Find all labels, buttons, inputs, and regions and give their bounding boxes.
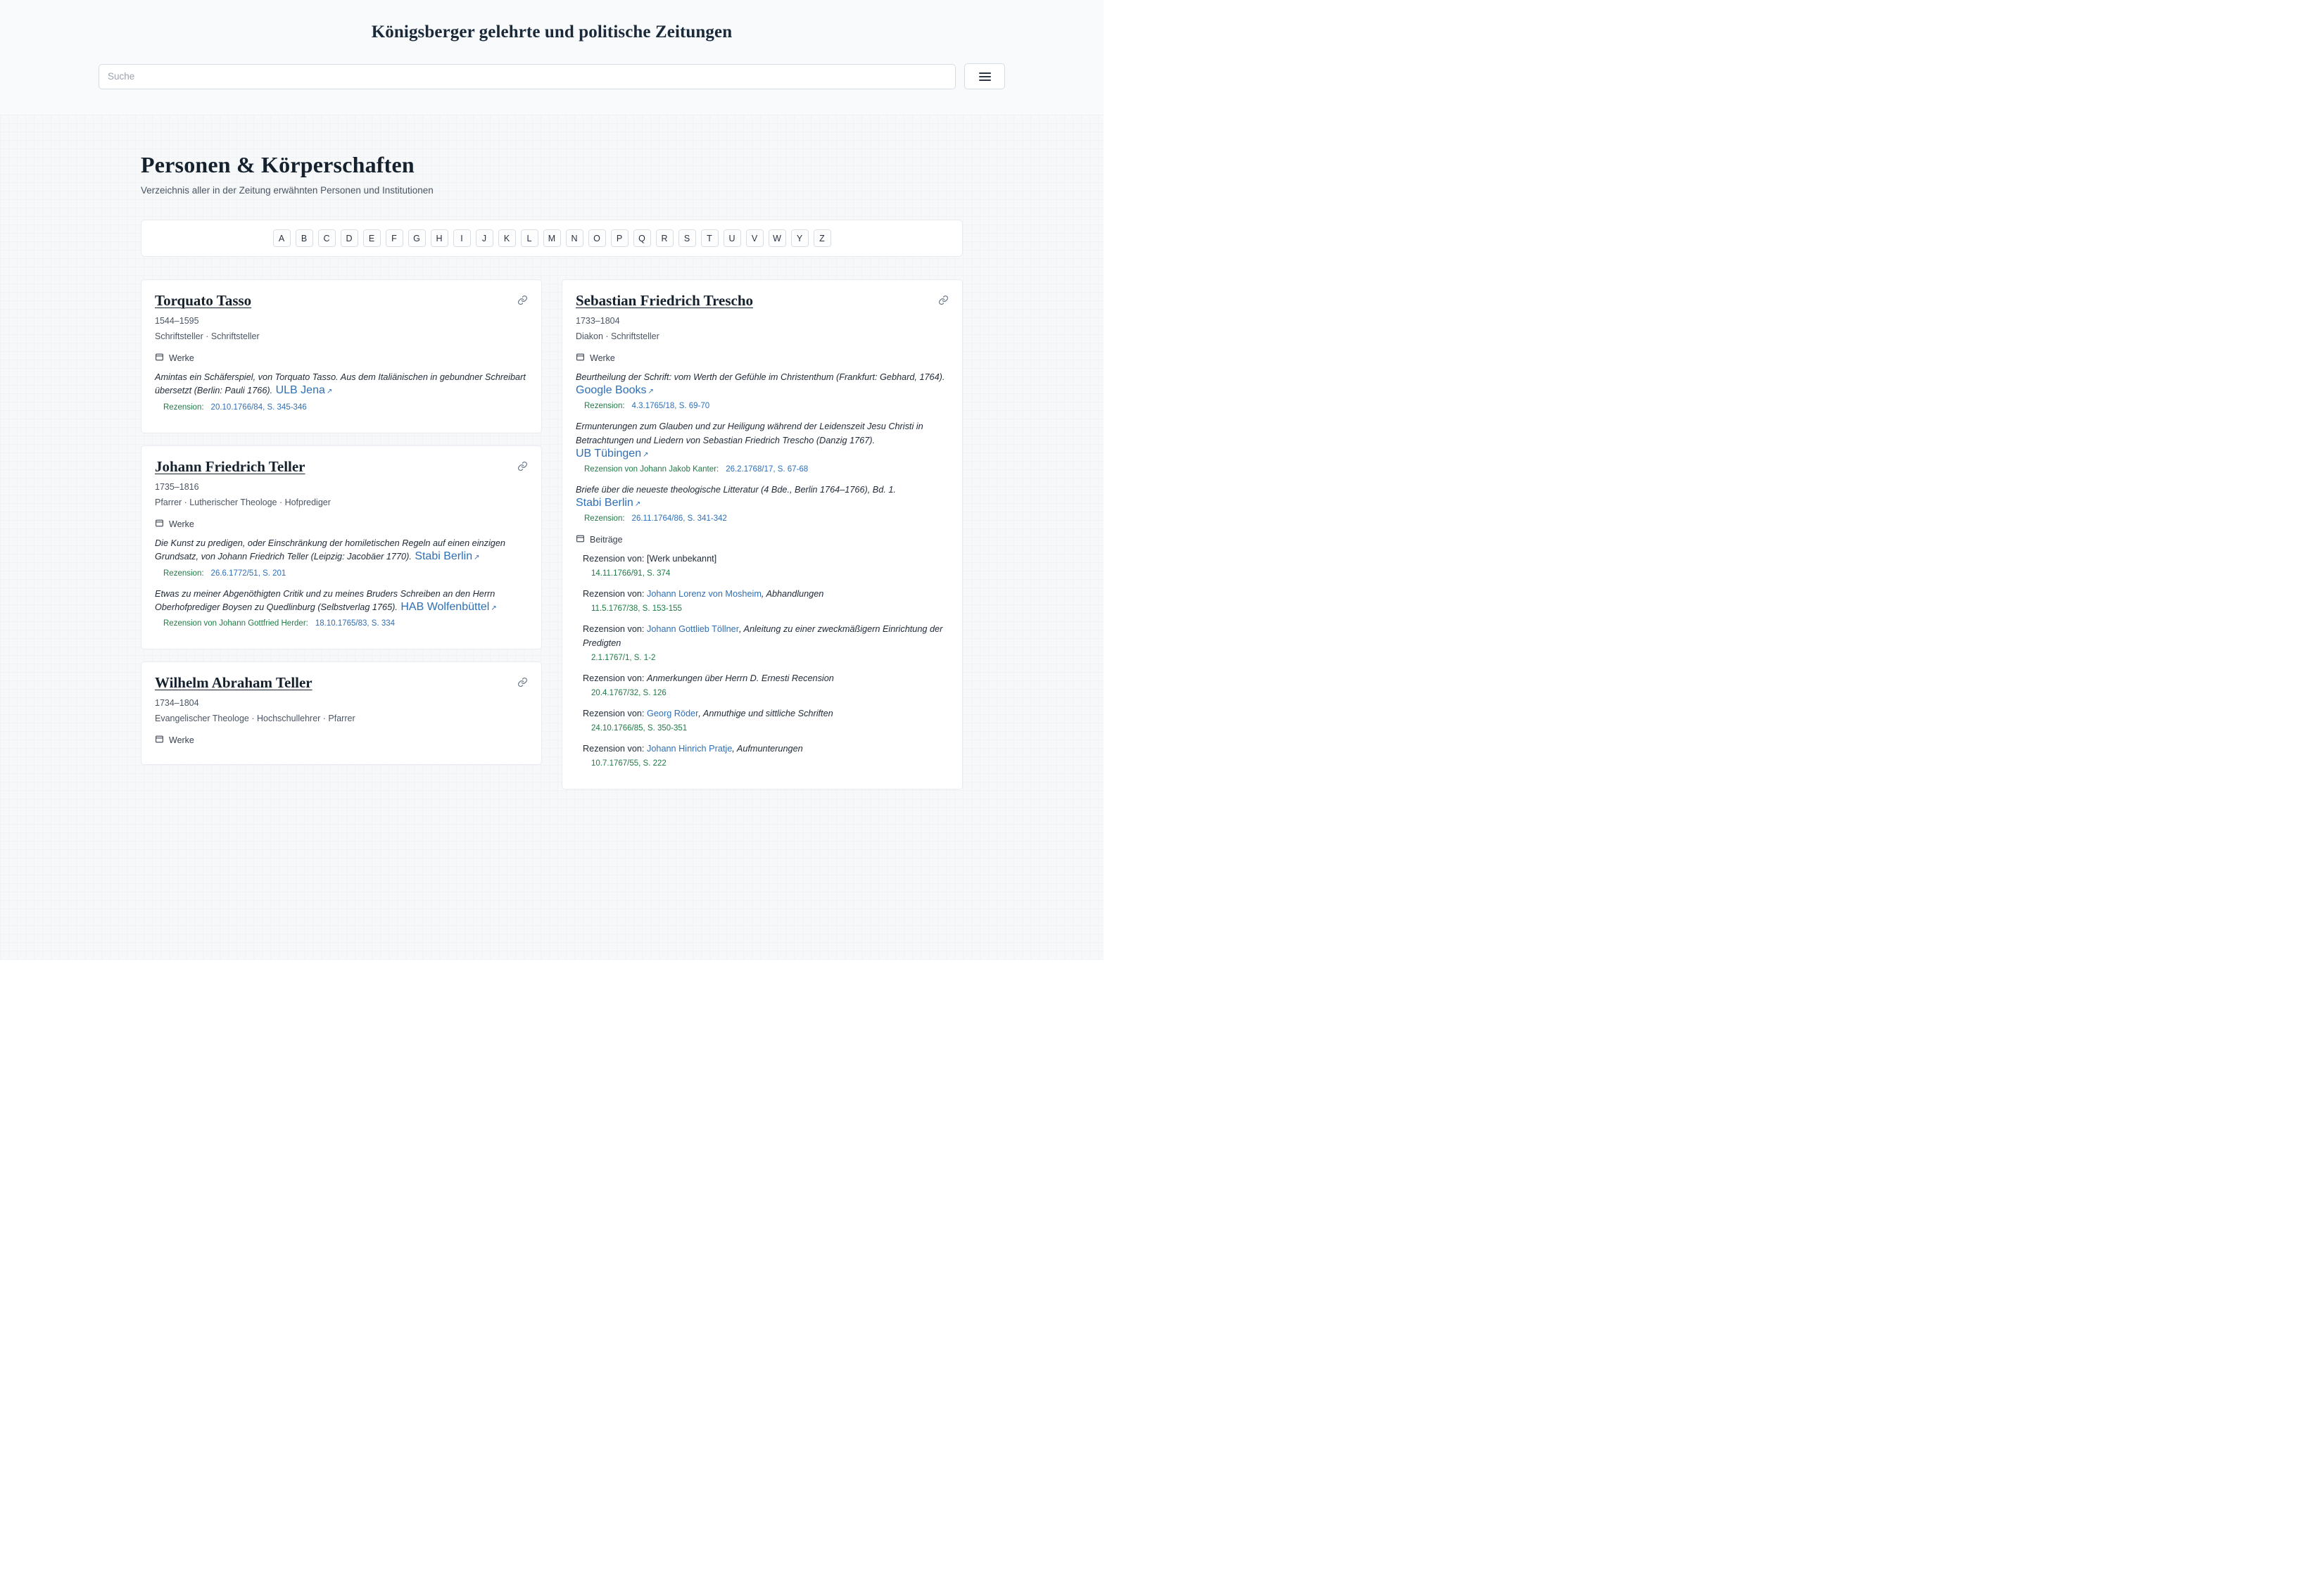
person-roles: Schriftsteller · Schriftsteller: [155, 331, 260, 342]
review-label: Rezension:: [584, 402, 625, 411]
alphabet-button-Z[interactable]: Z: [814, 229, 831, 247]
works-section-heading: [155, 735, 528, 746]
works-section-heading: [576, 353, 949, 364]
alphabet-button-C[interactable]: C: [318, 229, 336, 247]
contribution-title: [583, 742, 949, 756]
review-label: Rezension:: [163, 402, 204, 412]
contribution-reference-link[interactable]: 14.11.1766/91, S. 374: [591, 569, 671, 578]
alphabet-button-A[interactable]: A: [273, 229, 291, 247]
works-section-heading: [155, 519, 528, 530]
work-external-link[interactable]: UB Tübingen ↗: [576, 448, 649, 460]
review-reference-link[interactable]: 20.10.1766/84, S. 345-346: [210, 402, 307, 412]
contribution-person-link[interactable]: Johann Lorenz von Mosheim: [646, 589, 762, 600]
contribution-person-link[interactable]: Georg Röder: [646, 708, 699, 718]
alphabet-button-H[interactable]: H: [431, 229, 448, 247]
page-title: Personen & Körperschaften: [141, 152, 415, 177]
page-subtitle: Verzeichnis aller in der Zeitung erwähnten Personen und Institutionen: [141, 185, 434, 196]
alphabet-button-N[interactable]: N: [566, 229, 583, 247]
contribution-prefix: Rezension von:: [583, 708, 647, 718]
work-entry: [155, 371, 528, 398]
work-external-link[interactable]: HAB Wolfenbüttel ↗: [400, 600, 497, 613]
person-card: [141, 661, 542, 765]
person-life-dates: 1733–1804: [576, 316, 620, 327]
review-row: [584, 514, 949, 523]
alphabet-button-E[interactable]: E: [363, 229, 381, 247]
person-life-dates: 1735–1816: [155, 481, 199, 492]
work-entry: [155, 588, 528, 615]
contribution-work-title: [Werk unbekannt]: [646, 554, 717, 564]
review-row: [163, 619, 528, 628]
alphabet-button-J[interactable]: J: [476, 229, 493, 247]
alphabet-button-F[interactable]: F: [386, 229, 403, 247]
book-icon: [155, 735, 164, 746]
works-label: Werke: [169, 519, 194, 529]
person-life-dates: 1734–1804: [155, 698, 199, 709]
contribution-entry: [583, 552, 949, 579]
alphabet-button-I[interactable]: I: [453, 229, 471, 247]
alphabet-button-R[interactable]: R: [656, 229, 674, 247]
contributions-section-heading: [576, 534, 949, 545]
work-external-link[interactable]: Stabi Berlin ↗: [576, 497, 641, 509]
review-reference-link[interactable]: 26.2.1768/17, S. 67-68: [726, 465, 809, 474]
main-content: [0, 115, 1104, 960]
contribution-title: [583, 623, 949, 649]
person-name-link[interactable]: Wilhelm Abraham Teller: [155, 674, 312, 692]
permalink-icon[interactable]: [517, 461, 528, 475]
menu-button[interactable]: [964, 63, 1005, 89]
review-reference-link[interactable]: 26.11.1764/86, S. 341-342: [631, 514, 727, 524]
alphabet-button-W[interactable]: W: [769, 229, 786, 247]
review-label: Rezension von Johann Gottfried Herder:: [163, 619, 308, 628]
review-label: Rezension:: [163, 569, 204, 578]
person-name-link[interactable]: Sebastian Friedrich Trescho: [576, 292, 753, 309]
contribution-prefix: Rezension von:: [583, 554, 647, 564]
search-input[interactable]: [99, 64, 956, 89]
work-title: Etwas zu meiner Abgenöthigten Critik und zu meines Bruders Schreiben an den Herrn Oberhofprediger Boysen zu Quedlinburg (Selbstverlag 1765).: [155, 588, 495, 612]
search-bar: [0, 63, 1104, 89]
work-title: Die Kunst zu predigen, oder Einschränkung der homiletischen Regeln auf einen einzigen Grundsatz, von Johann Friedrich Teller (Leipzig: Jacobäer 1770).: [155, 538, 505, 562]
alphabet-button-D[interactable]: D: [341, 229, 358, 247]
works-section-heading: [155, 353, 528, 364]
contribution-person-link[interactable]: Johann Gottlieb Töllner: [646, 624, 739, 635]
contribution-reference-link[interactable]: 11.5.1767/38, S. 153-155: [591, 604, 682, 614]
alphabet-button-S[interactable]: S: [678, 229, 696, 247]
site-header: [0, 0, 1104, 115]
person-column-2: [562, 279, 963, 801]
contribution-reference-link[interactable]: 10.7.1767/55, S. 222: [591, 759, 667, 768]
permalink-icon[interactable]: [517, 677, 528, 691]
permalink-icon[interactable]: [517, 295, 528, 309]
contribution-prefix: Rezension von:: [583, 743, 647, 754]
work-external-link[interactable]: Stabi Berlin ↗: [415, 550, 480, 563]
contribution-work-title: , Anmuthige und sittliche Schriften: [698, 708, 833, 718]
person-columns: [141, 279, 963, 801]
alphabet-button-B[interactable]: B: [296, 229, 313, 247]
review-reference-link[interactable]: 4.3.1765/18, S. 69-70: [631, 402, 710, 411]
works-label: Werke: [169, 735, 194, 746]
review-row: [584, 402, 949, 410]
work-entry: [576, 420, 949, 460]
site-title: Königsberger gelehrte und politische Zeitungen: [371, 23, 733, 42]
review-row: [584, 465, 949, 474]
work-title: Beurtheilung der Schrift: vom Werth der Gefühle im Christenthum (Frankfurt: Gebhard, 1764).: [576, 372, 945, 383]
alphabet-button-M[interactable]: M: [543, 229, 561, 247]
person-card: [562, 279, 963, 790]
review-reference-link[interactable]: 26.6.1772/51, S. 201: [210, 569, 286, 578]
works-label: Werke: [590, 353, 615, 364]
contribution-title: [583, 707, 949, 721]
contribution-prefix: Rezension von:: [583, 624, 647, 635]
contribution-reference-link[interactable]: 20.4.1767/32, S. 126: [591, 688, 667, 697]
contribution-work-title: , Aufmunterungen: [732, 743, 803, 754]
contribution-entry: [583, 707, 949, 734]
alphabet-button-V[interactable]: V: [746, 229, 764, 247]
contribution-reference-link[interactable]: 24.10.1766/85, S. 350-351: [591, 723, 688, 733]
work-title: Briefe über die neueste theologische Litteratur (4 Bde., Berlin 1764–1766), Bd. 1.: [576, 485, 896, 495]
work-entry: [576, 483, 949, 509]
book-icon: [155, 519, 164, 530]
contribution-entry: [583, 742, 949, 769]
alphabet-filter: [141, 220, 963, 257]
work-external-link[interactable]: Google Books ↗: [576, 384, 654, 397]
contribution-work-title: , Abhandlungen: [761, 589, 824, 600]
person-card: [141, 445, 542, 649]
contribution-entry: [583, 672, 949, 699]
works-label: Werke: [169, 353, 194, 364]
person-roles: Pfarrer · Lutherischer Theologe · Hofprediger: [155, 497, 331, 507]
contribution-title: [583, 672, 949, 685]
review-label: Rezension:: [584, 514, 625, 524]
person-column-1: [141, 279, 542, 777]
work-entry: [155, 537, 528, 564]
permalink-icon[interactable]: [938, 295, 949, 309]
person-life-dates: 1544–1595: [155, 316, 199, 327]
review-person-link[interactable]: Johann Jakob Kanter: [640, 465, 716, 474]
alphabet-button-K[interactable]: K: [498, 229, 516, 247]
review-row: [163, 403, 528, 412]
person-roles: Evangelischer Theologe · Hochschullehrer · Pfarrer: [155, 714, 355, 724]
person-roles: Diakon · Schriftsteller: [576, 331, 659, 342]
contribution-prefix: Rezension von:: [583, 673, 647, 683]
articles-icon: [576, 534, 585, 545]
contribution-title: [583, 588, 949, 601]
page-root: [0, 0, 1104, 960]
person-name-link[interactable]: Torquato Tasso: [155, 292, 252, 309]
alphabet-button-P[interactable]: P: [611, 229, 629, 247]
contribution-entry: [583, 623, 949, 663]
work-title: Ermunterungen zum Glauben und zur Heiligung während der Leidenszeit Jesu Christi in Betrachtungen und Liedern von Sebastian Friedrich Trescho (Danzig 1767).: [576, 421, 923, 445]
work-title: Amintas ein Schäferspiel, von Torquato Tasso. Aus dem Italiänischen in gebundner Schreibart übersetzt (Berlin: Pauli 1766).: [155, 372, 526, 396]
work-entry: [576, 371, 949, 397]
alphabet-button-L[interactable]: L: [521, 229, 538, 247]
contribution-work-title: , Anleitung zu einer zweckmäßigern Einrichtung der Predigten: [583, 624, 943, 648]
book-icon: [576, 353, 585, 364]
alphabet-button-O[interactable]: O: [588, 229, 606, 247]
contribution-prefix: Rezension von:: [583, 589, 647, 600]
contribution-person-link[interactable]: Johann Hinrich Pratje: [646, 743, 733, 754]
alphabet-button-Q[interactable]: Q: [633, 229, 651, 247]
review-reference-link[interactable]: 18.10.1765/83, S. 334: [315, 619, 396, 628]
person-card: [141, 279, 542, 433]
alphabet-button-Y[interactable]: Y: [791, 229, 809, 247]
alphabet-button-T[interactable]: T: [701, 229, 719, 247]
review-row: [163, 569, 528, 578]
contribution-title: [583, 552, 949, 566]
alphabet-button-G[interactable]: G: [408, 229, 426, 247]
alphabet-button-U[interactable]: U: [724, 229, 741, 247]
contributions-label: Beiträge: [590, 535, 623, 545]
contribution-entry: [583, 588, 949, 614]
review-label: Rezension von Johann Jakob Kanter:: [584, 465, 719, 474]
contribution-work-title: Anmerkungen über Herrn D. Ernesti Recension: [646, 673, 834, 683]
work-external-link[interactable]: ULB Jena ↗: [275, 384, 333, 397]
contribution-reference-link[interactable]: 2.1.1767/1, S. 1-2: [591, 653, 656, 662]
book-icon: [155, 353, 164, 364]
hamburger-icon: [979, 70, 991, 83]
person-name-link[interactable]: Johann Friedrich Teller: [155, 457, 305, 475]
